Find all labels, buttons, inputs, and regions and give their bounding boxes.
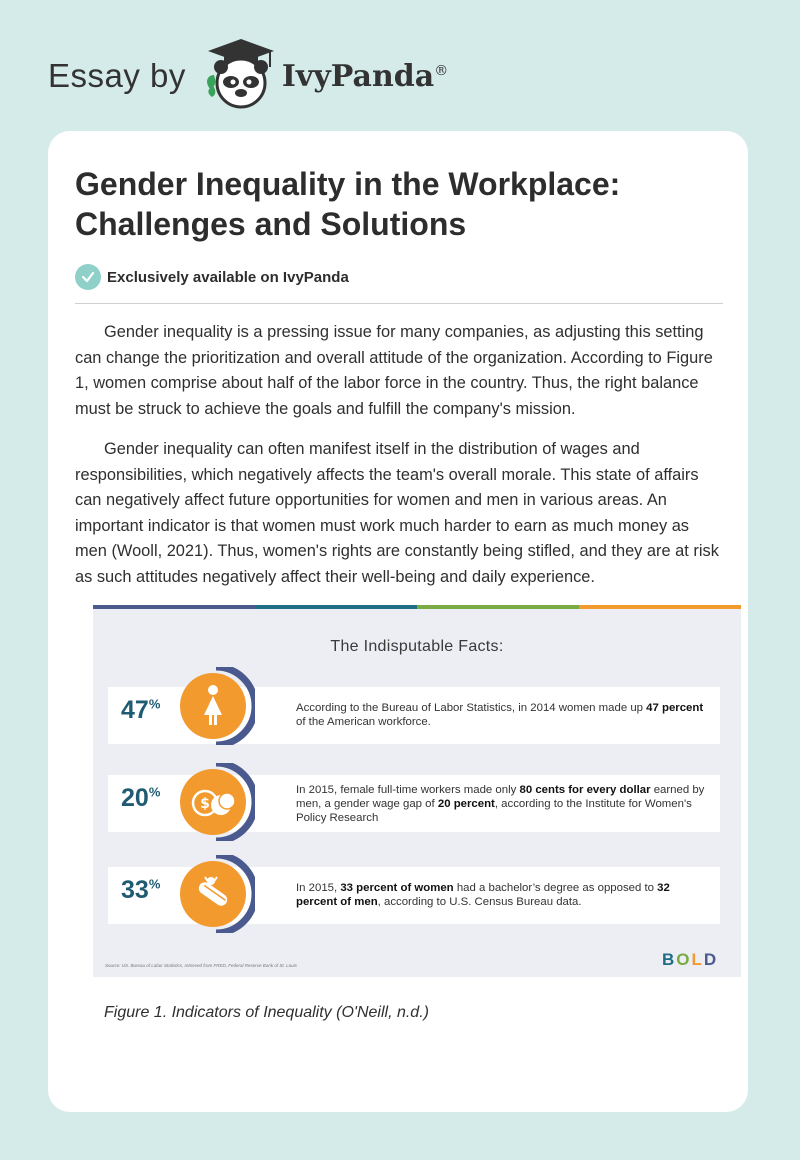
site-header (48, 36, 548, 116)
infographic-figure (93, 605, 741, 977)
color-bar-segment (417, 605, 579, 609)
divider (75, 303, 723, 304)
diploma-icon (177, 855, 255, 933)
coins-icon (177, 763, 255, 841)
brand-name: IvyPanda® (281, 58, 449, 94)
woman-icon (177, 667, 255, 745)
figure-caption: Figure 1. Indicators of Inequality (O'Neill, n.d.) (104, 1004, 429, 1021)
color-bar-segment (579, 605, 741, 609)
bold-logo: BOLD (662, 950, 719, 969)
fact-percent: 33% (121, 876, 161, 904)
infographic-title: The Indisputable Facts: (330, 638, 504, 655)
article-card (48, 131, 748, 1112)
color-bar-segment (255, 605, 417, 609)
exclusive-label: Exclusively available on IvyPanda (107, 268, 349, 286)
fact-text: According to the Bureau of Labor Statistics, in 2014 women made up 47 percent of the American workforce. (296, 702, 704, 728)
page-title: Gender Inequality in the Workplace: Challenges and Solutions (75, 166, 621, 242)
svg-text:$: $ (200, 796, 210, 812)
paragraph-1: Gender inequality is a pressing issue for many companies, as adjusting this setting can change the prioritization and overall attitude of the organization. According to Figure 1, women comprise about half of the labor force in the country. Thus, the right balance must be struck to achieve the goals and fulfill the company's mission. (75, 323, 713, 418)
essay-by-label: Essay by (48, 57, 186, 94)
paragraph-2: Gender inequality can often manifest itself in the distribution of wages and responsibilities, which negatively affects the team's overall morale. This state of affairs can negatively affect future opportunities for women and men in various areas. An important indicator is that women must work much harder to earn as much money as men (Wooll, 2021). Thus, women's rights are constantly being stifled, and they are at risk as such attitudes negatively affect their well-being and daily experience. (75, 440, 719, 586)
exclusive-badge (75, 264, 349, 290)
panda-logo-icon (204, 37, 278, 111)
check-icon (75, 264, 101, 290)
fact-percent: 20% (121, 784, 161, 812)
fact-percent: 47% (121, 696, 161, 724)
color-bar (93, 605, 741, 609)
fact-text: In 2015, female full-time workers made only 80 cents for every dollar earned by men, a gender wage gap of 20 percent, according to the Institute for Women's Policy Research (296, 784, 705, 824)
fact-text: In 2015, 33 percent of women had a bachelor’s degree as opposed to 32 percent of men, according to U.S. Census Bureau data. (296, 882, 670, 908)
color-bar-segment (93, 605, 255, 609)
infographic-source: Source: US. Bureau of Labor Statistics, retrieved from FRED, Federal Reserve Bank of St. Louis (105, 963, 297, 968)
